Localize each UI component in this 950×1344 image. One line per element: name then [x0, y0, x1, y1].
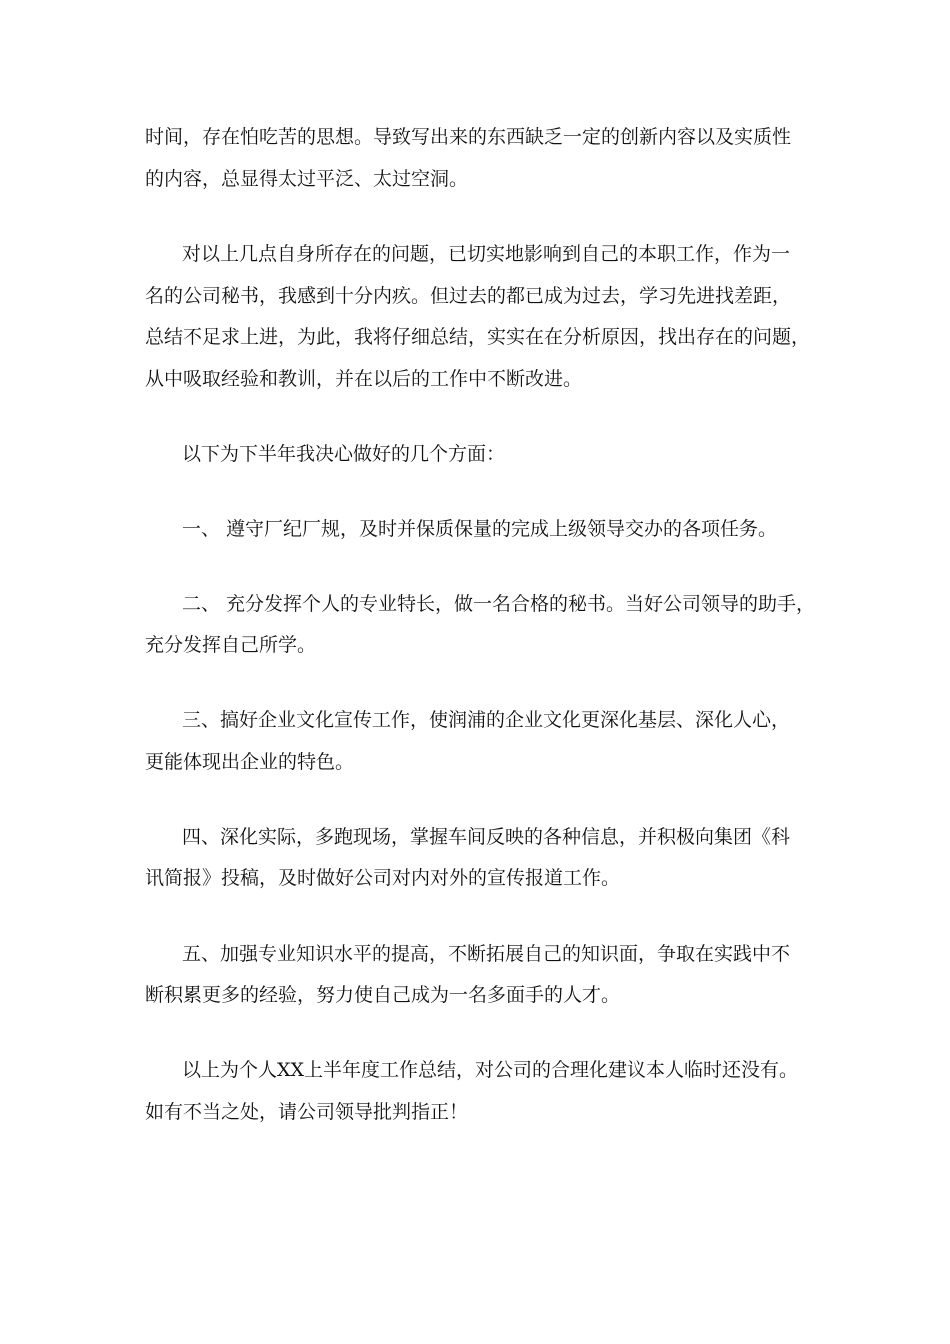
paragraph-1-line-2: 的内容，总显得太过平泛、太过空洞。	[145, 168, 469, 190]
paragraph-3-line-1: 以下为下半年我决心做好的几个方面：	[182, 443, 506, 465]
closing-line-2: 如有不当之处，请公司领导批判指正！	[145, 1101, 469, 1123]
paragraph-2-line-1: 对以上几点自身所存在的问题，已切实地影响到自己的本职工作，作为一	[182, 243, 791, 265]
list-item-3-line-1: 三、搞好企业文化宣传工作，使润浦的企业文化更深化基层、深化人心，	[182, 709, 791, 731]
paragraph-2-line-4: 从中吸取经验和教训，并在以后的工作中不断改进。	[145, 368, 583, 390]
paragraph-2-line-3: 总结不足求上进，为此，我将仔细总结，实实在在分析原因，找出存在的问题，	[145, 326, 811, 348]
list-item-5-line-1: 五、加强专业知识水平的提高，不断拓展自己的知识面，争取在实践中不	[182, 943, 791, 965]
closing-line-1: 以上为个人XX上半年度工作总结，对公司的合理化建议本人临时还没有。	[182, 1059, 799, 1081]
list-item-1-line-1: 一、 遵守厂纪厂规，及时并保质保量的完成上级领导交办的各项任务。	[182, 518, 778, 540]
list-item-2-line-2: 充分发挥自己所学。	[145, 634, 317, 656]
list-item-4-line-1: 四、深化实际，多跑现场，掌握车间反映的各种信息，并积极向集团《科	[182, 826, 791, 848]
list-item-4-line-2: 讯简报》投稿，及时做好公司对内对外的宣传报道工作。	[145, 867, 621, 889]
list-item-3-line-2: 更能体现出企业的特色。	[145, 751, 355, 773]
list-item-2-line-1: 二、 充分发挥个人的专业特长，做一名合格的秘书。当好公司领导的助手，	[182, 593, 816, 615]
list-item-5-line-2: 断积累更多的经验，努力使自己成为一名多面手的人才。	[145, 984, 621, 1006]
paragraph-1-line-1: 时间，存在怕吃苦的思想。导致写出来的东西缺乏一定的创新内容以及实质性	[145, 126, 792, 148]
paragraph-2-line-2: 名的公司秘书，我感到十分内疚。但过去的都已成为过去，学习先进找差距，	[145, 285, 792, 307]
